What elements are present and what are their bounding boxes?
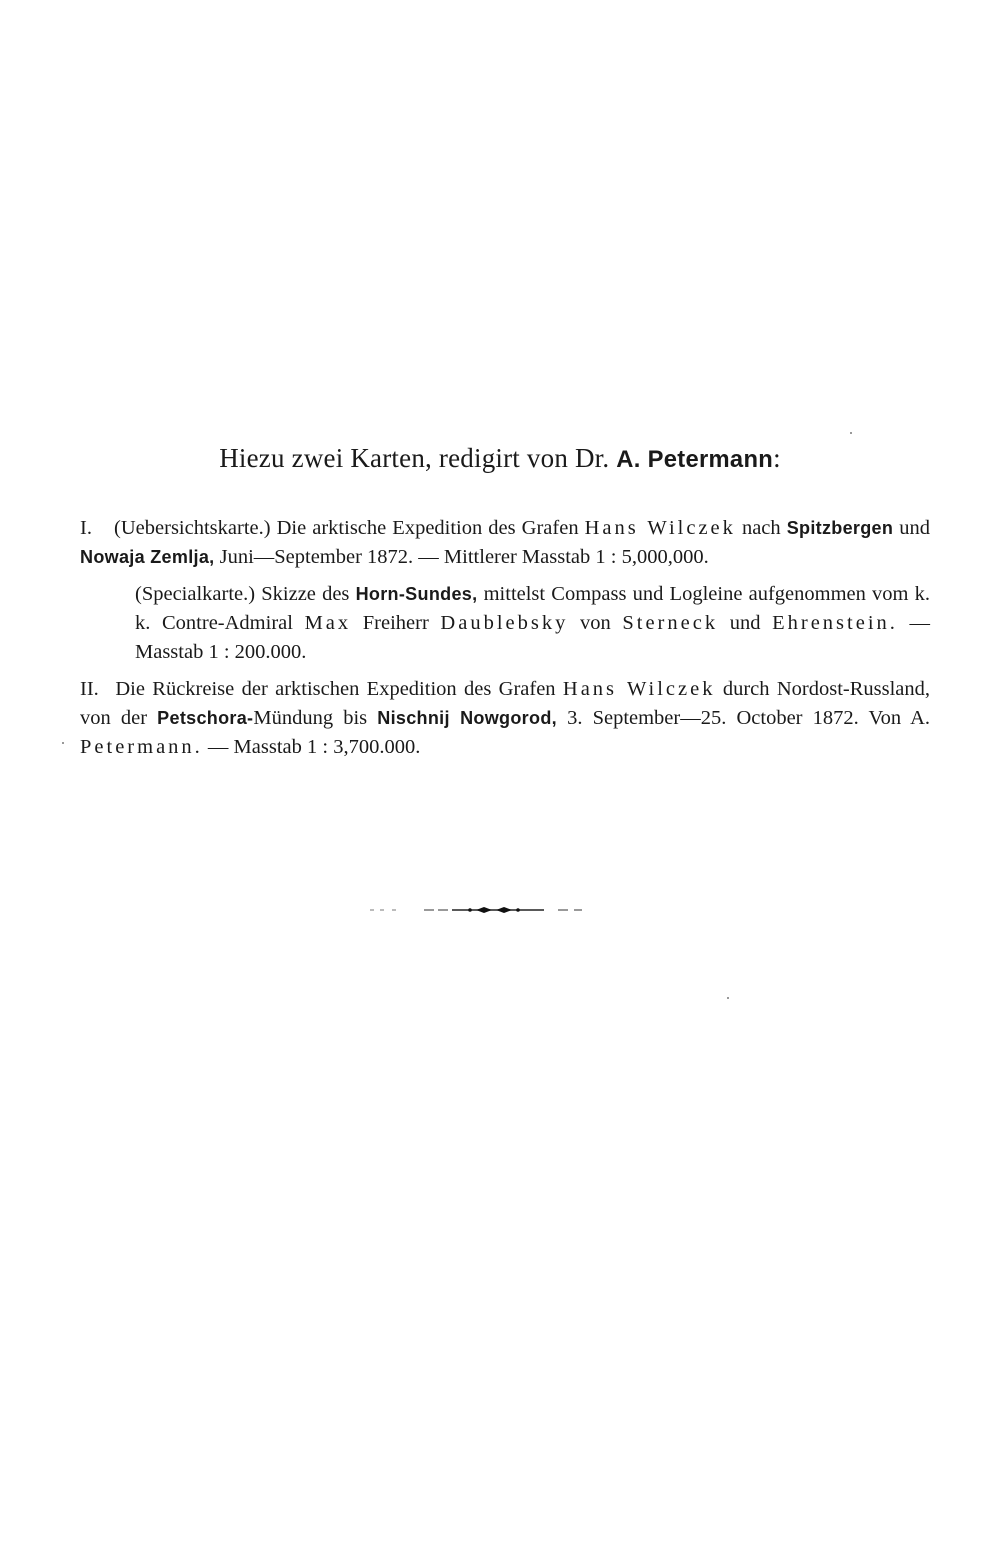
heading-prefix: Hiezu zwei Karten, redigirt von Dr. <box>219 443 610 473</box>
person-name: Hans Wilczek <box>562 678 716 700</box>
entry-text: Freiherr <box>362 612 429 634</box>
paper-speck <box>850 432 852 434</box>
person-name: Sterneck <box>622 612 719 634</box>
map-entry-one <box>80 514 930 572</box>
paper-speck <box>727 997 729 999</box>
ornamental-rule-icon <box>368 905 588 915</box>
person-name: Daublebsky <box>440 612 569 634</box>
entry-text: 3. September—25. October 1872. Von A. <box>567 707 931 729</box>
entry-text: mittelst Compass und Logleine aufgenommen vom k. k. Contre-Admiral <box>135 583 931 634</box>
map-list <box>80 514 930 762</box>
person-name: Ehrenstein. <box>772 612 898 634</box>
heading-initial: A. <box>616 446 641 473</box>
entry-text: (Specialkarte.) Skizze des <box>135 583 350 605</box>
entry-number: I. <box>80 517 92 539</box>
entry-text: (Uebersichtskarte.) Die arktische Expedition des Grafen <box>114 517 579 539</box>
entry-text: durch Nordost-Russland, von der <box>80 678 931 729</box>
map-entry-one-special <box>80 580 930 667</box>
place-name: Horn-Sundes, <box>355 584 478 604</box>
heading-suffix: : <box>773 443 781 473</box>
entry-text: Mündung bis <box>253 707 368 729</box>
entry-text: — Masstab 1 : 3,700.000. <box>207 736 421 758</box>
entry-number: II. <box>80 678 99 700</box>
person-name: Hans Wilczek <box>584 517 736 539</box>
entry-text: und <box>729 612 761 634</box>
person-name: Petermann. <box>80 736 203 758</box>
heading-name: Petermann <box>647 446 774 473</box>
place-name: Nowaja Zemlja, <box>80 547 215 567</box>
entry-text: von <box>579 612 611 634</box>
entry-text: nach <box>741 517 781 539</box>
paper-speck <box>62 742 64 744</box>
entry-text: — Masstab 1 : 200.000. <box>135 612 931 663</box>
person-name: Max <box>304 612 352 634</box>
entry-text: Juni—September 1872. — Mittlerer Masstab 1 : 5,000,000. <box>219 546 709 568</box>
place-name: Spitzbergen <box>786 518 894 538</box>
place-name: Petschora- <box>157 708 254 728</box>
entry-text: Die Rückreise der arktischen Expedition des Grafen <box>115 678 556 700</box>
page-heading <box>0 443 1000 474</box>
entry-text: und <box>899 517 930 539</box>
map-entry-two <box>80 675 930 762</box>
place-name: Nischnij Nowgorod, <box>377 708 557 728</box>
